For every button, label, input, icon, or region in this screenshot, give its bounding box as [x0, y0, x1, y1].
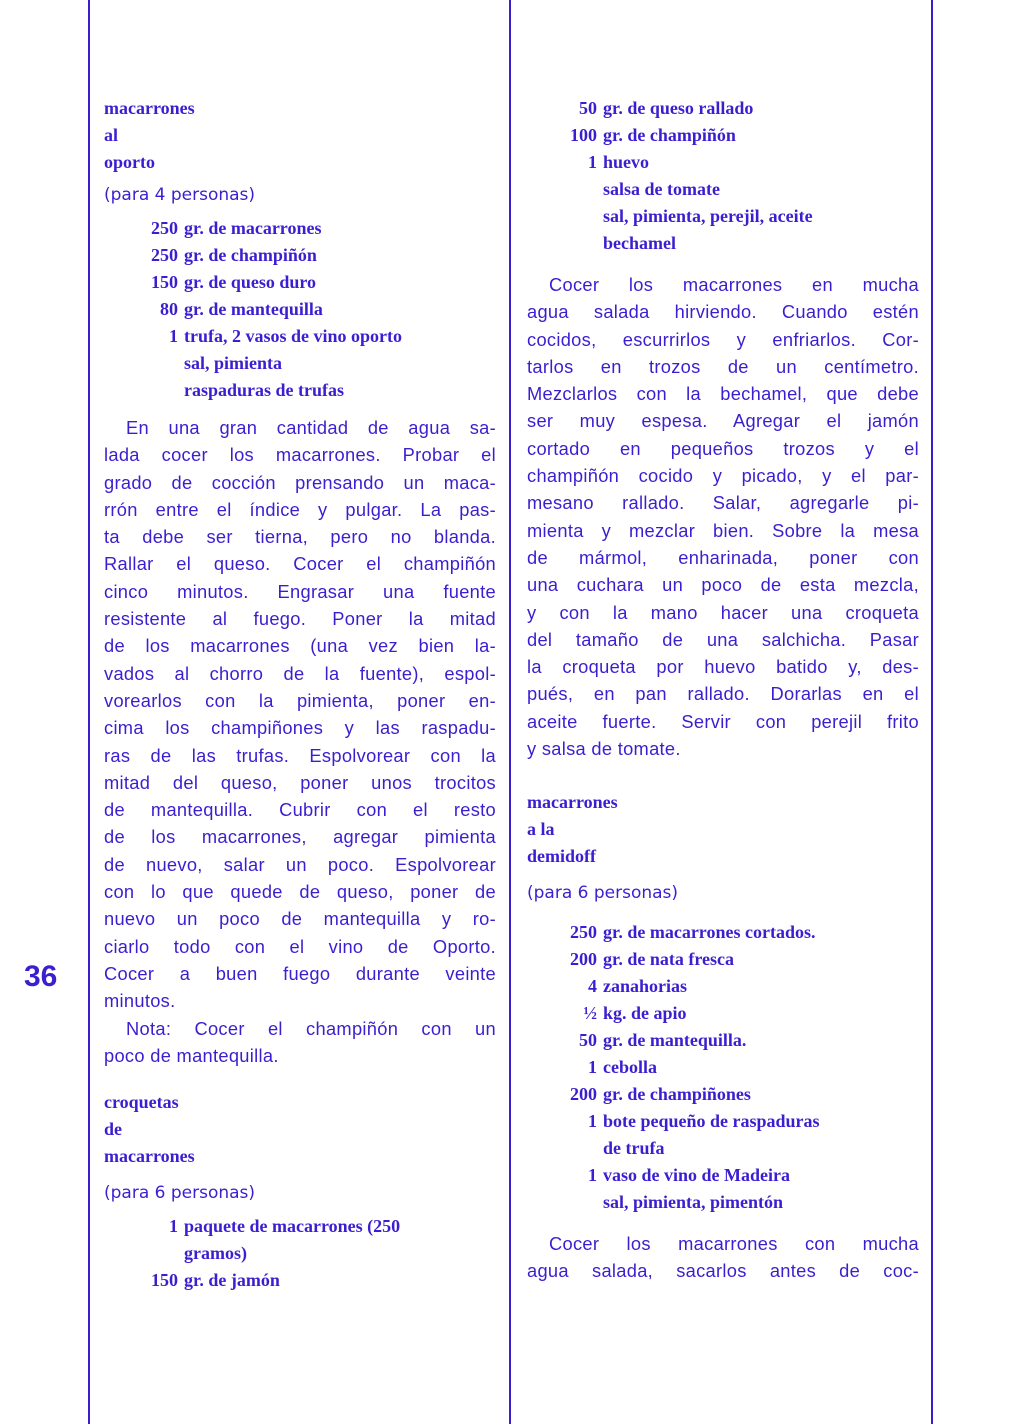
ingredient: ½ kg. de apio — [583, 1003, 687, 1023]
text-line: mienta y mezclar bien. Sobre la mesa — [527, 519, 919, 541]
text-line: pués, en pan rallado. Dorarlas en el — [527, 683, 919, 705]
text-line: cortado en pequeños trozos y el — [527, 437, 919, 459]
text-line: ciarlo todo con el vino de Oporto. — [104, 935, 496, 957]
text-line: ta debe ser tierna, pero no blanda. — [104, 526, 496, 548]
ingredient: 1 paquete de macarrones (250 — [169, 1216, 401, 1236]
text-line: lada cocer los macarrones. Probar el — [104, 444, 496, 466]
ingredient: 1 huevo — [588, 152, 650, 172]
recipe-title-line: a la — [527, 819, 555, 839]
note-line: poco de mantequilla. — [104, 1044, 279, 1066]
recipe-instructions — [527, 1230, 919, 1285]
text-line: mesano rallado. Salar, agregarle pi- — [527, 492, 919, 514]
text-line: tarlos en trozos de un centímetro. — [527, 355, 919, 377]
recipe-title-line: al — [104, 125, 119, 145]
text-line: ser muy espesa. Agregar el jamón — [527, 410, 919, 432]
recipe-title-line: demidoff — [527, 846, 596, 866]
text-line: de mármol, enharinada, poner con — [527, 546, 919, 568]
text-line: aceite fuerte. Servir con perejil frito — [527, 710, 919, 732]
text-line: agua salada hirviendo. Cuando estén — [527, 301, 919, 323]
recipe-title-line: croquetas — [104, 1092, 179, 1112]
ingredient: sal, pimienta — [184, 353, 283, 373]
ingredient: 200 gr. de champiñones — [570, 1084, 751, 1104]
text-line: y con la mano hacer una croqueta — [527, 601, 919, 623]
ingredient: 50 gr. de mantequilla. — [579, 1030, 747, 1050]
column-rule-middle — [509, 0, 511, 1424]
ingredient: 100 gr. de champiñón — [570, 125, 736, 145]
servings: (para 6 personas) — [104, 1183, 256, 1203]
text-line: Rallar el queso. Cocer el champiñón — [104, 553, 496, 575]
ingredient: 50 gr. de queso rallado — [579, 98, 754, 118]
text-line: agua salada, sacarlos antes de coc- — [527, 1260, 919, 1282]
text-line: una cuchara un poco de esta mezcla, — [527, 574, 919, 596]
text-line: vados al chorro de la fuente), espol- — [104, 662, 496, 684]
text-line: cocidos, escurrirlos y enfriarlos. Cor- — [527, 328, 919, 350]
text-line: champiñón cocido y picado, y el par- — [527, 465, 919, 487]
recipe-title — [104, 95, 496, 176]
ingredient: 1 vaso de vino de Madeira — [588, 1165, 790, 1185]
ingredient: 1 cebolla — [588, 1057, 657, 1077]
recipe-title-line: macarrones — [104, 98, 195, 118]
recipe-instructions — [104, 414, 496, 1069]
text-line: cinco minutos. Engrasar una fuente — [104, 580, 496, 602]
ingredient: salsa de tomate — [603, 179, 720, 199]
text-line: y salsa de tomate. — [527, 738, 681, 760]
recipe-title-line: oporto — [104, 152, 155, 172]
text-line: nuevo un poco de mantequilla y ro- — [104, 908, 496, 930]
text-line: la croqueta por huevo batido y, des- — [527, 656, 919, 678]
text-line: mitad del queso, poner unos trocitos — [104, 771, 496, 793]
ingredient-list — [104, 215, 496, 404]
text-line: de nuevo, salar un poco. Espolvorear — [104, 853, 496, 875]
ingredient: 80 gr. de mantequilla — [160, 299, 323, 319]
servings: (para 6 personas) — [527, 883, 679, 903]
text-line: Mezclarlos con la bechamel, que debe — [527, 383, 919, 405]
text-line: Cocer los macarrones con mucha — [549, 1233, 919, 1254]
text-line: de los macarrones (una vez bien la- — [104, 635, 496, 657]
text-line: En una gran cantidad de agua sa- — [126, 417, 496, 438]
recipe-title — [527, 789, 919, 870]
ingredient: 250 gr. de macarrones cortados. — [570, 922, 816, 942]
ingredient-list — [527, 919, 919, 1216]
ingredient: 250 gr. de macarrones — [151, 218, 322, 238]
column-rule-right — [931, 0, 933, 1424]
recipe-title-line: de — [104, 1119, 122, 1139]
servings: (para 4 personas) — [104, 185, 256, 205]
ingredient: gramos) — [184, 1243, 247, 1263]
text-line: resistente al fuego. Poner la mitad — [104, 608, 496, 630]
ingredient: raspaduras de trufas — [184, 380, 345, 400]
text-line: rrón entre el índice y pulgar. La pas- — [104, 498, 496, 520]
text-line: grado de cocción prensando un maca- — [104, 471, 496, 493]
ingredient: 1 bote pequeño de raspaduras — [588, 1111, 820, 1131]
ingredient-list — [527, 95, 919, 257]
ingredient: 150 gr. de jamón — [151, 1270, 280, 1290]
recipe-title — [104, 1089, 496, 1170]
recipe-croquetas-continued — [527, 95, 919, 762]
recipe-instructions — [527, 271, 919, 762]
ingredient: de trufa — [603, 1138, 665, 1158]
text-line: con lo que quede de queso, poner de — [104, 881, 496, 903]
ingredient-list — [104, 1213, 496, 1294]
ingredient: 150 gr. de queso duro — [151, 272, 317, 292]
text-line: de los macarrones, agregar pimienta — [104, 826, 496, 848]
text-line: vorearlos con la pimienta, poner en- — [104, 689, 496, 711]
note-line: Nota: Cocer el champiñón con un — [126, 1017, 496, 1039]
ingredient: sal, pimienta, perejil, aceite — [603, 206, 813, 226]
column-rule-left — [88, 0, 90, 1424]
ingredient: sal, pimienta, pimentón — [603, 1192, 784, 1212]
text-line: Cocer a buen fuego durante veinte — [104, 962, 496, 984]
recipe-croquetas-de-macarrones — [104, 1089, 496, 1294]
recipe-title-line: macarrones — [527, 792, 618, 812]
text-line: ras de las trufas. Espolvorear con la — [104, 744, 496, 766]
recipe-title-line: macarrones — [104, 1146, 195, 1166]
ingredient: 250 gr. de champiñón — [151, 245, 317, 265]
recipe-macarrones-al-oporto — [104, 95, 496, 1069]
ingredient: 1 trufa, 2 vasos de vino oporto — [169, 326, 403, 346]
ingredient: 4 zanahorias — [588, 976, 688, 996]
text-line: Cocer los macarrones en mucha — [549, 274, 919, 295]
text-line: del tamaño de una salchicha. Pasar — [527, 628, 919, 650]
text-line: cima los champiñones y las raspadu- — [104, 717, 496, 739]
page-number: 36 — [24, 960, 58, 993]
ingredient: bechamel — [603, 233, 676, 253]
text-line: minutos. — [104, 990, 176, 1012]
recipe-macarrones-a-la-demidoff — [527, 789, 919, 1285]
ingredient: 200 gr. de nata fresca — [570, 949, 734, 969]
text-line: de mantequilla. Cubrir con el resto — [104, 799, 496, 821]
